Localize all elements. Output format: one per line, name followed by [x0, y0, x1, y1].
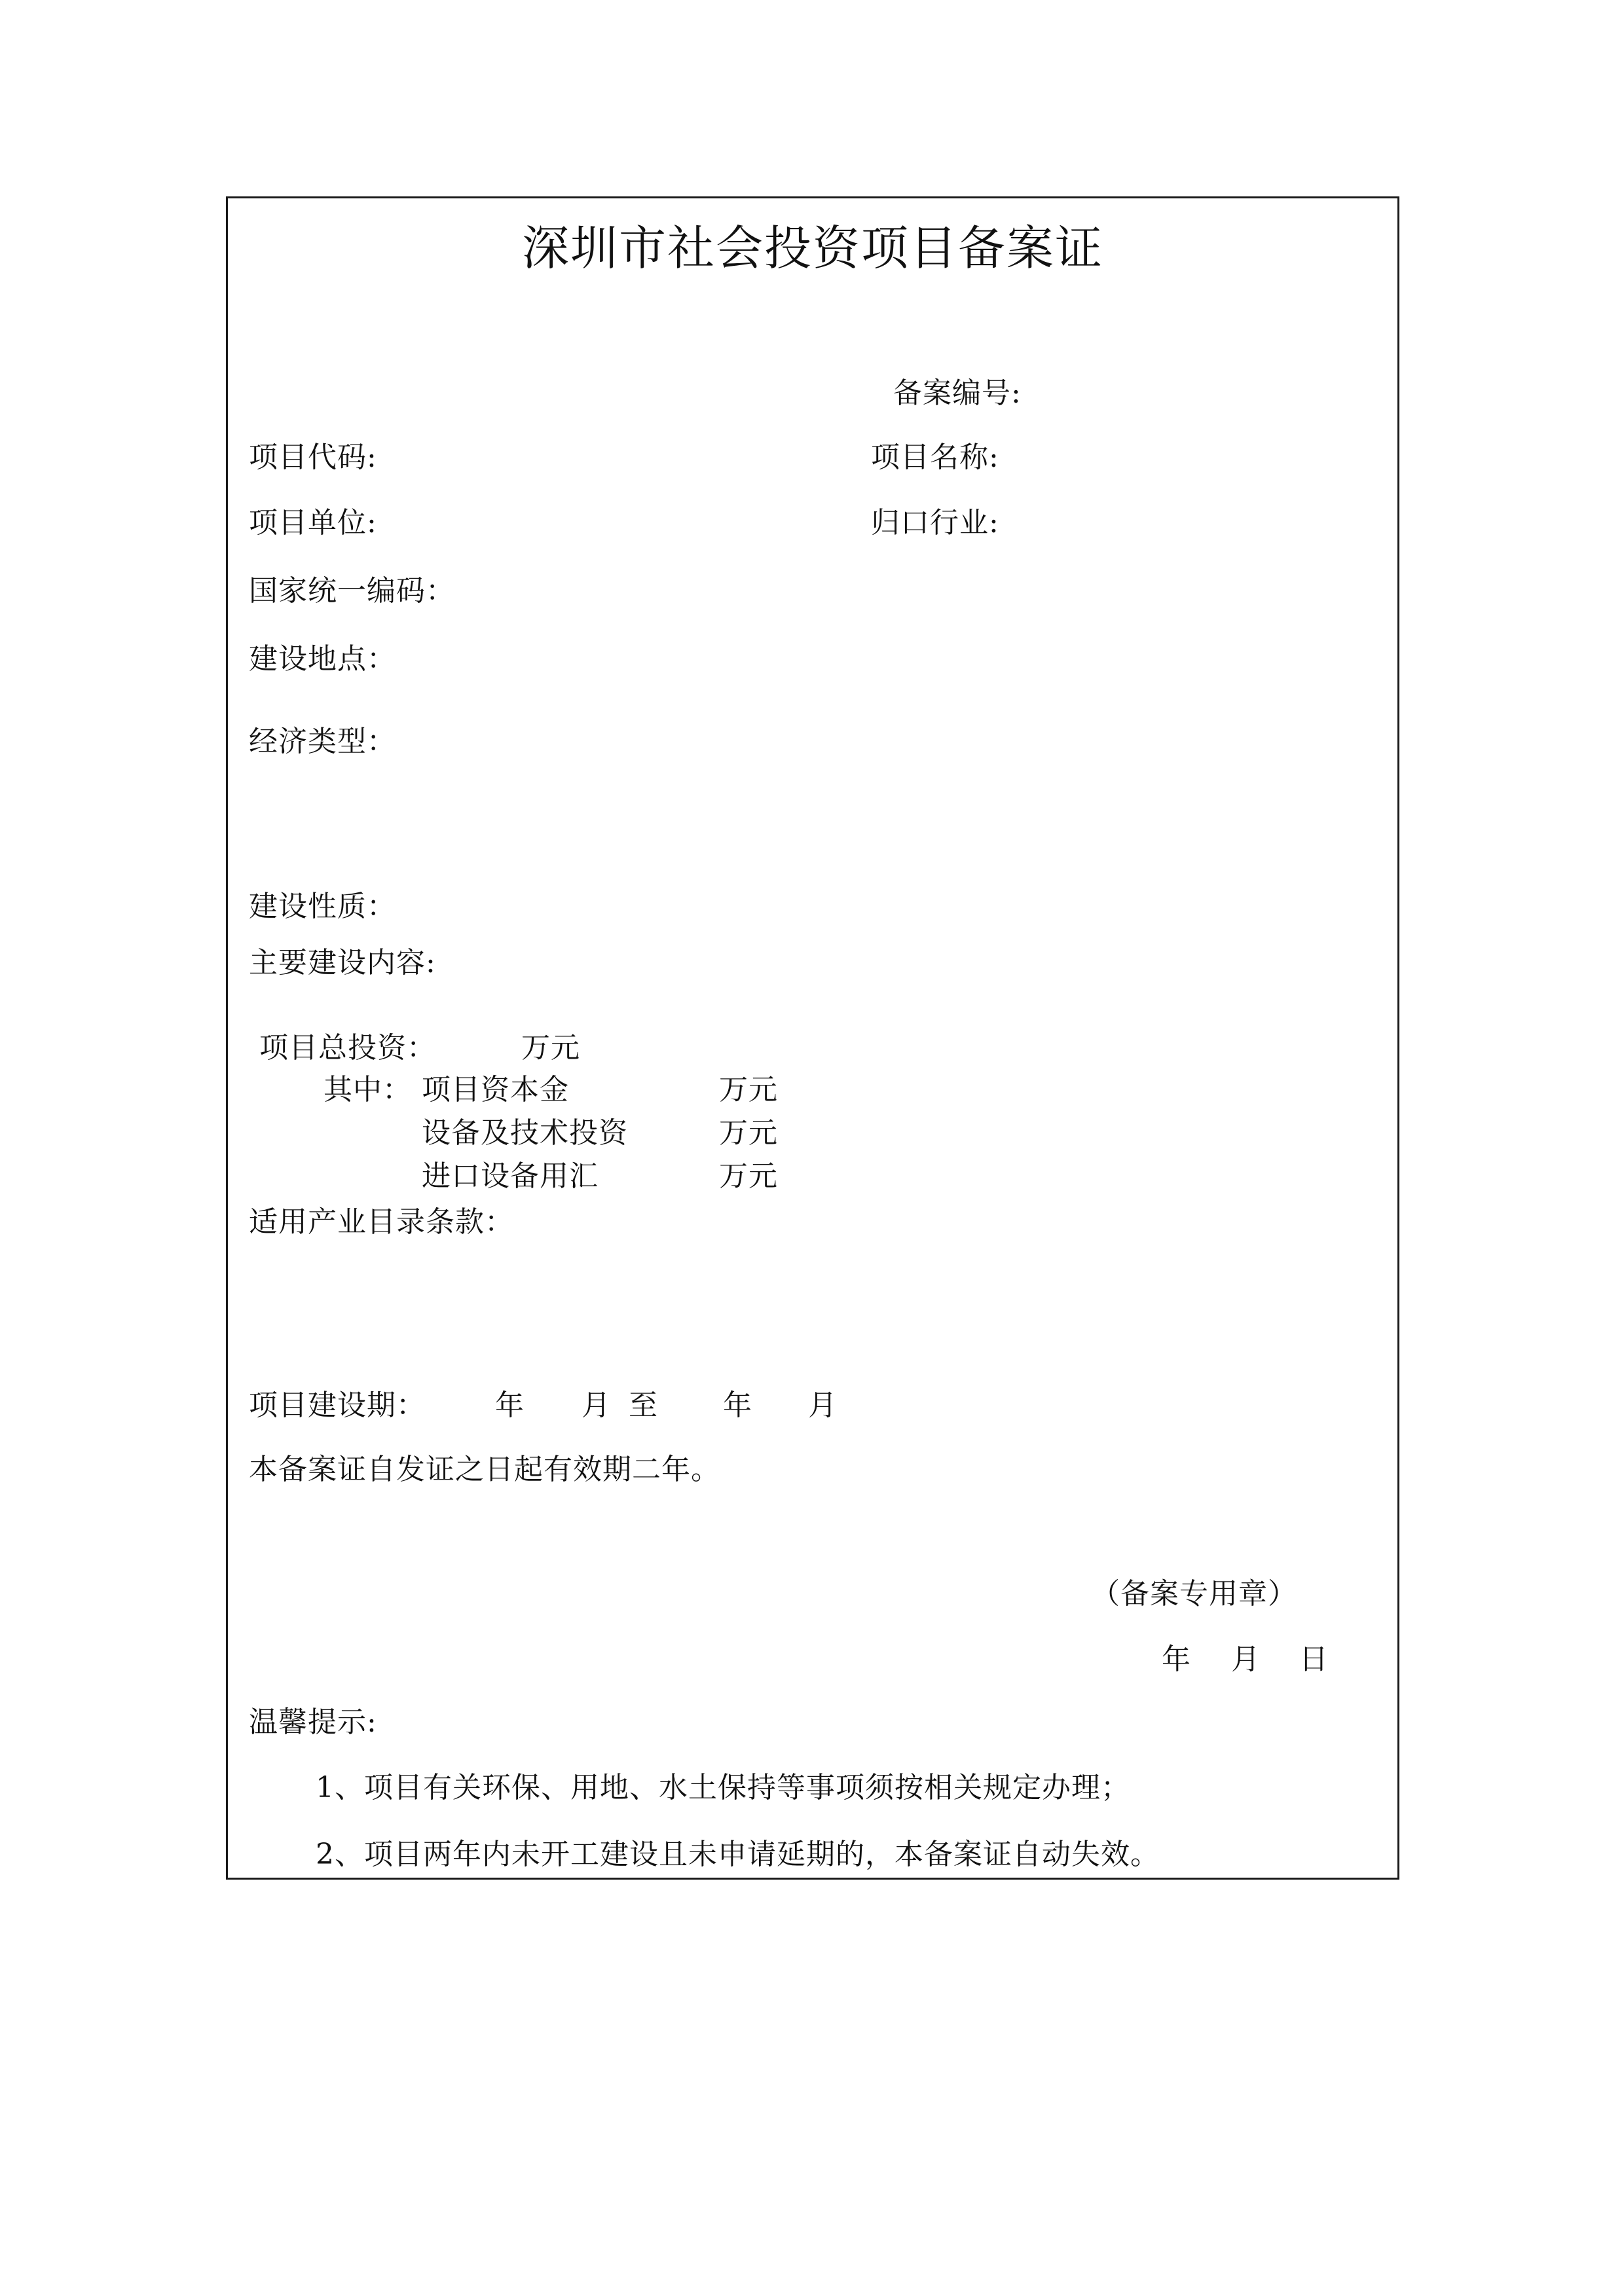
equipment-tech-label: 设备及技术投资 — [422, 1116, 628, 1150]
validity-text: 本备案证自发证之日起有效期二年。 — [249, 1453, 720, 1486]
national-code-label: 国家统一编码： — [249, 574, 455, 608]
construction-nature-label: 建设性质： — [249, 890, 396, 923]
import-fx-unit: 万元 — [719, 1159, 778, 1193]
capital-unit: 万元 — [719, 1073, 778, 1106]
record-no-label: 备案编号: — [893, 376, 1022, 410]
period-end-year: 年 — [723, 1389, 752, 1422]
import-fx-label: 进口设备用汇 — [422, 1159, 599, 1193]
period-to: 至 — [629, 1389, 658, 1422]
project-code-label: 项目代码: — [249, 441, 377, 474]
period-start-month: 月 — [581, 1389, 611, 1422]
tips-label: 温馨提示: — [249, 1705, 377, 1739]
tip-1: 1、项目有关环保、用地、水土保持等事项须按相关规定办理； — [316, 1771, 1130, 1804]
sign-day: 日 — [1299, 1643, 1329, 1676]
seal-text: （备案专用章） — [1091, 1577, 1297, 1611]
main-content-label: 主要建设内容: — [249, 946, 436, 979]
form-title: 深圳市社会投资项目备案证 — [521, 221, 1103, 276]
location-label: 建设地点： — [249, 642, 396, 676]
certificate-form — [226, 196, 1399, 1880]
industry-catalog-label: 适用产业目录条款： — [249, 1205, 514, 1239]
project-unit-label: 项目单位: — [249, 506, 377, 539]
capital-label: 项目资本金 — [422, 1073, 569, 1106]
period-label: 项目建设期： — [249, 1389, 426, 1422]
period-end-month: 月 — [808, 1389, 838, 1422]
sign-year: 年 — [1162, 1643, 1191, 1676]
economic-type-label: 经济类型： — [249, 725, 396, 758]
total-investment-unit: 万元 — [521, 1031, 580, 1065]
total-investment-label: 项目总投资： — [259, 1031, 436, 1065]
tip-2: 2、项目两年内未开工建设且未申请延期的，本备案证自动失效。 — [316, 1838, 1160, 1871]
sign-month: 月 — [1231, 1643, 1261, 1676]
period-start-year: 年 — [495, 1389, 525, 1422]
industry-label: 归口行业: — [871, 506, 999, 539]
equipment-tech-unit: 万元 — [719, 1116, 778, 1150]
of-which-label: 其中： — [323, 1073, 412, 1106]
project-name-label: 项目名称: — [871, 441, 999, 474]
